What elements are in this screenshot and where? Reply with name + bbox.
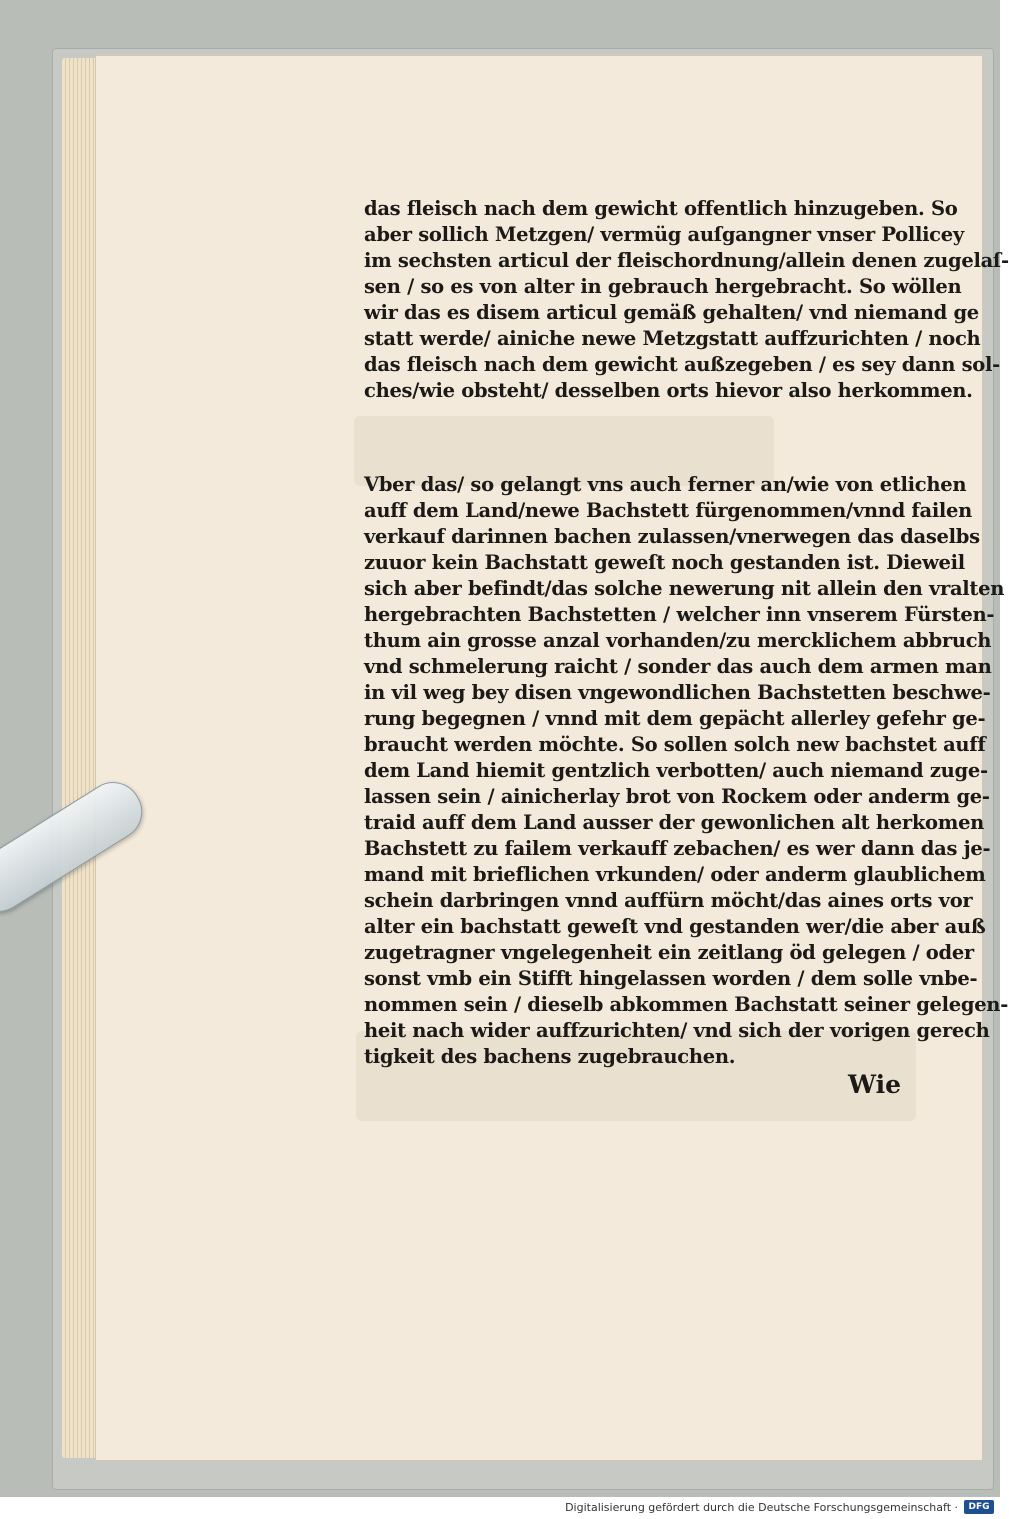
text-line: hergebrachten Bachstetten / welcher inn vnserem Fürsten- (364, 603, 995, 626)
text-line: aber sollich Metzgen/ vermüg auſgangner vnser Pollicey (364, 223, 964, 246)
text-line: zugetragner vngelegenheit ein zeitlang öd gelegen / oder (364, 941, 974, 964)
text-line: wir das es disem articul gemäß gehalten/ vnd niemand ge (364, 301, 979, 324)
text-line: das fleisch nach dem gewicht offentlich hinzugeben. So (364, 197, 958, 220)
text-line: sich aber befindt/das solche newerung nit allein den vralten (364, 577, 1005, 600)
text-line: tigkeit des bachens zugebrauchen. (364, 1045, 736, 1068)
text-block-2 (364, 472, 1008, 1070)
text-line: zuuor kein Bachstatt geweſt noch gestanden ist. Dieweil (364, 551, 965, 574)
text-line: sen / so es von alter in gebrauch hergebracht. So wöllen (364, 275, 962, 298)
text-line: thum ain grosse anzal vorhanden/zu mercklichem abbruch (364, 629, 992, 652)
text-line: sonst vmb ein Stifft hingelassen worden / dem solle vnbe- (364, 967, 978, 990)
text-line: statt werde/ ainiche newe Metzgstatt auffzurichten / noch (364, 327, 981, 350)
text-line: braucht werden möchte. So sollen solch new bachstet auff (364, 733, 986, 756)
text-line: nommen sein / dieselb abkommen Bachstatt seiner gelegen- (364, 993, 1008, 1016)
text-line: Bachstett zu failem verkauff zebachen/ es wer dann das je- (364, 837, 991, 860)
text-line: vnd schmelerung raicht / sonder das auch dem armen man (364, 655, 992, 678)
text-line: Vber das/ so gelangt vns auch ferner an/wie von etlichen (364, 473, 967, 496)
text-line: das fleisch nach dem gewicht außzegeben / es sey dann sol- (364, 353, 1000, 376)
text-line: im sechsten articul der fleischordnung/allein denen zugelaſ- (364, 249, 1009, 272)
text-line: rung begegnen / vnnd mit dem gepächt allerley gefehr ge- (364, 707, 986, 730)
text-line: verkauf darinnen bachen zulassen/vnerwegen das daselbs (364, 525, 980, 548)
text-line: mand mit brieflichen vrkunden/ oder anderm glaublichem (364, 863, 986, 886)
text-line: heit nach wider auffzurichten/ vnd sich der vorigen gerech (364, 1019, 990, 1042)
text-line: in vil weg bey disen vngewondlichen Bachstetten beschwe- (364, 681, 991, 704)
text-line: traid auff dem Land ausser der gewonlichen alt herkomen (364, 811, 985, 834)
text-line: lassen sein / ainicherlay brot von Rockem oder anderm ge- (364, 785, 990, 808)
text-block-1 (364, 196, 1009, 404)
text-line: auff dem Land/newe Bachstett fürgenommen/vnnd failen (364, 499, 973, 522)
text-line: dem Land hiemit gentzlich verbotten/ auch niemand zuge- (364, 759, 988, 782)
footer-bar (0, 1497, 1000, 1519)
dfg-logo-icon: DFG (964, 1500, 994, 1514)
catchword: Wie (848, 1070, 902, 1099)
text-line: alter ein bachstatt geweſt vnd gestanden wer/die aber auß (364, 915, 986, 938)
funding-credit: Digitalisierung gefördert durch die Deutsche Forschungsgemeinschaft · (565, 1501, 958, 1514)
text-line: schein darbringen vnnd auffürn möcht/das aines orts vor (364, 889, 973, 912)
text-line: ches/wie obsteht/ desselben orts hievor also herkommen. (364, 379, 973, 402)
